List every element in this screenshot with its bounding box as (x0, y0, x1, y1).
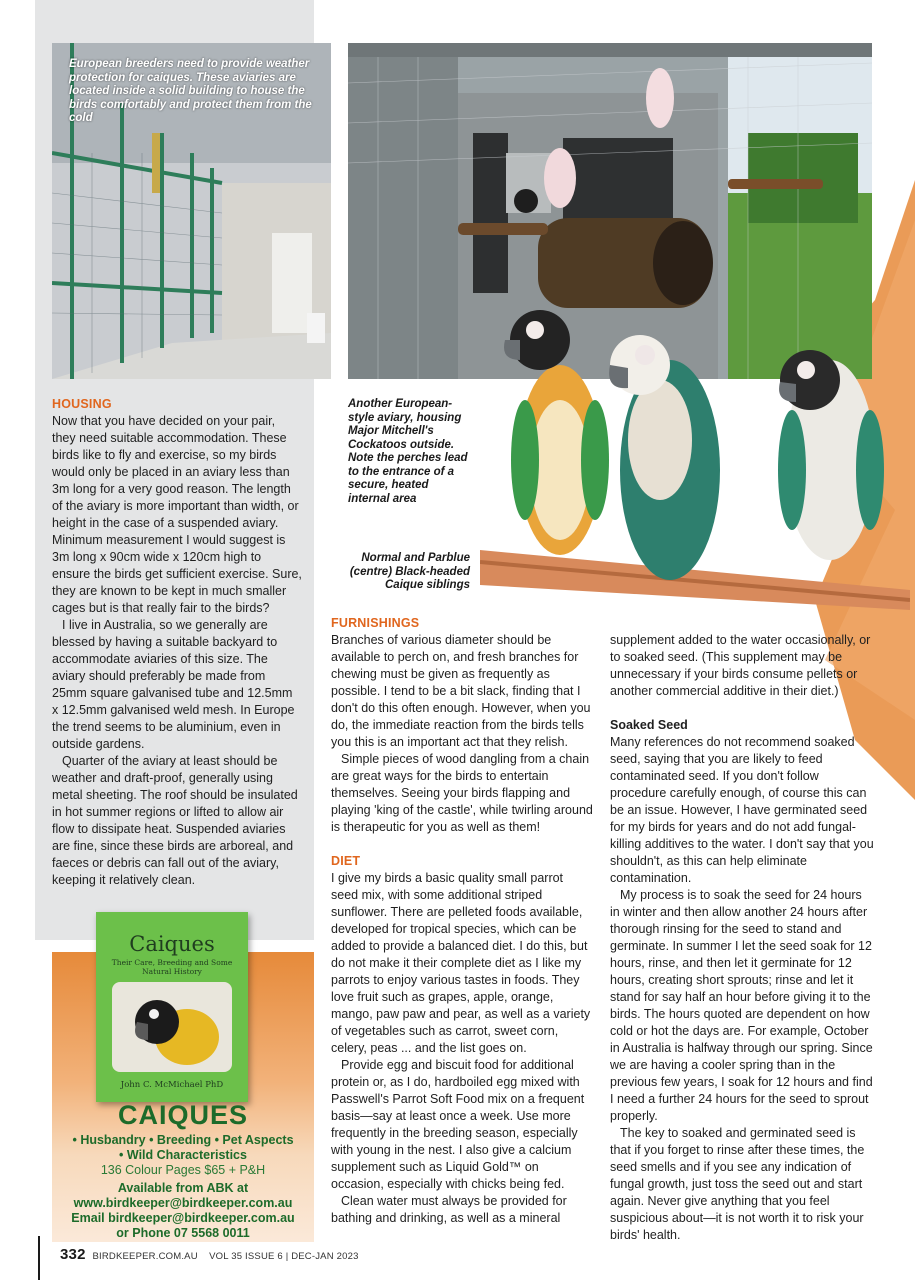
book-cover-subtitle: Their Care, Breeding and Some Natural History (111, 958, 233, 976)
page-number: 332 (60, 1246, 86, 1263)
footer-rule (38, 1236, 40, 1280)
book-cover-title: Caiques (129, 932, 215, 956)
book-cover-author: John C. McMichael PhD (120, 1080, 224, 1090)
soaked-seed-heading: Soaked Seed (610, 718, 688, 732)
housing-section (52, 396, 302, 889)
diet-paragraph: Provide egg and biscuit food for additional protein or, as I do, hardboiled egg mixed with Passwell's Parrot Soft Food mix on a frequent basis—say at least once a week. Use more frequently in the breeding season, especially with young in the nest. I also give a calcium supplement such as Liquid Gold™ on occasion, especially with chicks being fed. (331, 1058, 585, 1191)
ad-price: 136 Colour Pages $65 + P&H (100, 1163, 266, 1177)
indoor-aviary-caption: European breeders need to provide weather protection for caiques. These aviaries are located inside a solid building to house the birds comfortably and protect them from the cold (69, 58, 312, 124)
housing-heading: HOUSING (52, 397, 112, 411)
diet-paragraph: I give my birds a basic quality small parrot seed mix, with some additional striped sunflower. There are pelleted foods available, developed for tropical species, which can be added to provide a balanced diet. I do this, but do not make it their complete diet as I like my parrots to enjoy various tastes in foods. They love fruit such as grapes, apple, orange, mango, paw paw and pear, as well as a variety of vegetables such as carrot, sweet corn, celery, peas ... and the list goes on. (331, 871, 591, 1055)
furnishings-paragraph: Branches of various diameter should be available to perch on, and fresh branches for chewing must be given as frequently as possible. I tend to be a bit slack, finding that I don't do this often enough. However, when you do, the immediate reaction from the birds tells you this is an important act that they relish. (331, 633, 591, 749)
furnishings-paragraph: Simple pieces of wood dangling from a chain are great ways for the birds to entertain themselves. Seeing your birds flapping and playing 'king of the castle', while twirling around is therapeutic for you as well as them! (331, 752, 593, 834)
ad-phone: or Phone 07 5568 0011 (116, 1226, 250, 1240)
furnishings-section (331, 615, 593, 1227)
soaked-seed-paragraph: The key to soaked and germinated seed is that if you forget to rinse after these times, the seed smells and if you see any indication of fungal growth, just toss the seed out and start again. Never give anything that you feel suspicious about—it is not worth it to risk your birds' health. (610, 1126, 865, 1242)
ad-contact-line: Available from ABK at (117, 1181, 249, 1195)
page-footer (60, 1246, 359, 1263)
soaked-seed-paragraph: My process is to soak the seed for 24 hours in winter and then allow another 24 hours after thorough rinsing for the seed to stand and germinate. In summer I let the seed soak for 12 hours, rinse, and then let it germinate for 12 hours, creating short sprouts; rinse and let it stand for say half an hour before giving it to the birds. The hours quoted are dependent on how cold or hot the days are. For example, October in Australia is halfway through our spring. Since we are having a cooler spring than in the previous few years, I soak for 12 hours and find I need a further 24 hours for the seed to sprout properly. (610, 888, 873, 1123)
caique-siblings-photo (480, 300, 910, 620)
furnishings-heading: FURNISHINGS (331, 616, 420, 630)
ad-email-link[interactable]: Email birdkeeper@birdkeeper.com.au (71, 1211, 295, 1225)
ad-features-line: • Husbandry • Breeding • Pet Aspects (72, 1133, 294, 1147)
supplement-continuation: supplement added to the water occasionally, or to soaked seed. (This supplement may be unnecessary if your birds consume pellets or another commercial additive in their diet.) (610, 633, 871, 698)
book-cover-image (112, 982, 232, 1072)
ad-website-link[interactable]: www.birdkeeper@birdkeeper.com.au (73, 1196, 293, 1210)
outdoor-aviary-caption: Another European-style aviary, housing Major Mitchell's Cockatoos outside. Note the perches lead to the entrance of a secure, heated internal area (348, 398, 468, 505)
footer-site: BIRDKEEPER.COM.AU (92, 1251, 198, 1262)
siblings-caption: Normal and Parblue (centre) Black-headed Caique siblings (349, 552, 470, 591)
ad-features-line: • Wild Characteristics (119, 1148, 247, 1162)
ad-headline: CAIQUES (117, 1100, 249, 1130)
diet-heading: DIET (331, 854, 361, 868)
housing-paragraph: I live in Australia, so we generally are blessed by having a suitable backyard to accommodate aviaries of this size. The aviary should preferably be made from 25mm square galvanised tube and 12.5mm x 12.5mm galvanised weld mesh. In Europe the trend seems to be aluminium, even in outside gardens. (52, 618, 295, 751)
book-cover[interactable] (96, 912, 248, 1102)
diet-paragraph: Clean water must always be provided for bathing and drinking, as well as a mineral (331, 1194, 567, 1225)
footer-issue: VOL 35 ISSUE 6 | DEC-JAN 2023 (209, 1251, 359, 1262)
soaked-seed-paragraph: Many references do not recommend soaked seed, saying that you are likely to feed contaminated seed. If you don't follow procedure carefully enough, of course this can be an issue. However, I have germinated seed for my birds for years and do not add fungal-killing additives to the water. I don't say that you shouldn't, as this can help eliminate contamination. (610, 735, 874, 885)
soaked-seed-section (610, 632, 874, 1244)
housing-paragraph: Now that you have decided on your pair, they need suitable accommodation. These birds like to fly and exercise, so my birds would only be placed in an aviary less than 3m long for a very good reason. The length of the aviary is more important than width, or height in the case of a suspended aviary. Minimum measurement I would suggest is 3m long x 90cm wide x 120cm high to ensure the birds get sufficient exercise. Sure, they are known to be kept in much smaller cages but is that really fair to the birds? (52, 414, 302, 615)
housing-paragraph: Quarter of the aviary at least should be weather and draft-proof, generally using metal sheeting. The roof should be insulated in hot summer regions or lifted to allow air flow to dissipate heat. Suspended aviaries are fine, since these birds are arboreal, and faeces or debris can fall out of the aviary, keeping it relatively clean. (52, 754, 298, 887)
